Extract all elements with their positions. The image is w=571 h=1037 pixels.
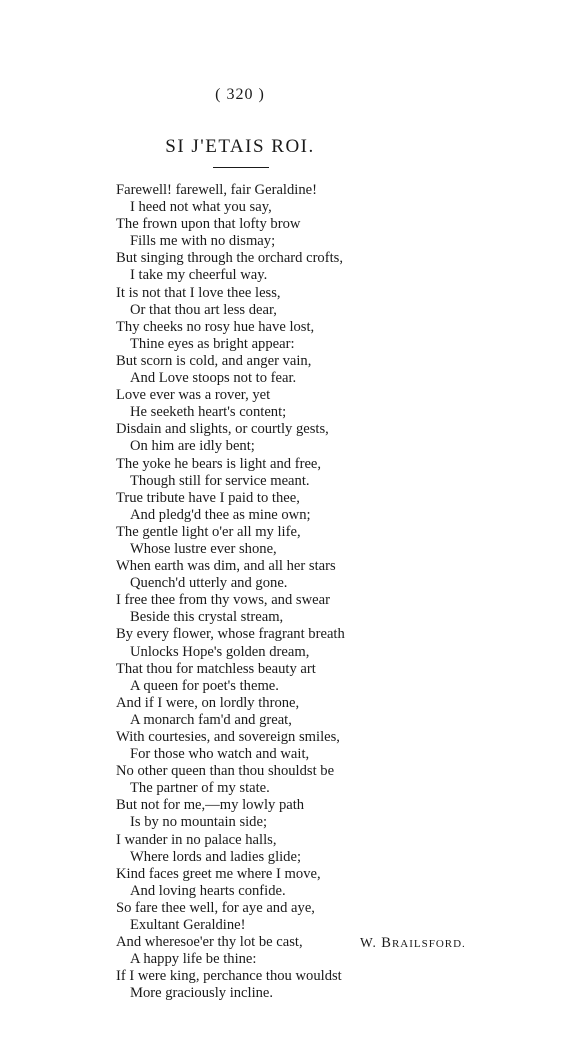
poem-line: That thou for matchless beauty art [116, 660, 316, 677]
poem-line: Thine eyes as bright appear: [130, 335, 295, 352]
poem-line: The frown upon that lofty brow [116, 216, 301, 233]
poem-line: Kind faces greet me where I move, [116, 865, 321, 882]
stanza [116, 387, 536, 490]
signature-surname-rest: RAILSFORD. [391, 938, 466, 950]
poem-line: For those who watch and wait, [130, 746, 310, 763]
stanza [116, 900, 536, 1003]
poem-line: Unlocks Hope's golden dream, [130, 643, 310, 660]
poem-line: And wheresoe'er thy lot be cast, [116, 934, 303, 951]
poem-line: A happy life be thine: [130, 951, 257, 968]
poem-line: And pledg'd thee as mine own; [130, 506, 311, 523]
poem-line: More graciously incline. [130, 985, 274, 1002]
poem-line: Though still for service meant. [130, 472, 310, 489]
poem-line: The gentle light o'er all my life, [116, 523, 301, 540]
poem-line: A monarch fam'd and great, [130, 711, 292, 728]
poem-line: The partner of my state. [130, 780, 270, 797]
poem-line: So fare thee well, for aye and aye, [116, 899, 315, 916]
poem-line: I wander in no palace halls, [116, 831, 277, 848]
poem-line: Love ever was a rover, yet [116, 387, 271, 404]
stanza [116, 490, 536, 593]
signature-surname-capital: B [381, 935, 392, 951]
poem-line: Where lords and ladies glide; [130, 848, 302, 865]
stanza [116, 285, 536, 388]
author-signature [360, 935, 466, 952]
poem-line: No other queen than thou shouldst be [116, 763, 335, 780]
page-number: ( 320 ) [215, 86, 265, 103]
stanza [116, 695, 536, 798]
poem-line: The yoke he bears is light and free, [116, 455, 322, 472]
poem-line: Whose lustre ever shone, [130, 540, 277, 557]
poem-line: By every flower, whose fragrant breath [116, 626, 345, 643]
poem-line: True tribute have I paid to thee, [116, 489, 300, 506]
signature-initial: W. [360, 935, 377, 950]
poem-line: If I were king, perchance thou wouldst [116, 968, 342, 985]
poem-line: Quench'd utterly and gone. [130, 575, 288, 592]
poem-body [116, 182, 536, 1003]
poem-line: And if I were, on lordly throne, [116, 694, 300, 711]
poem-line: And loving hearts confide. [130, 882, 286, 899]
poem-line: Thy cheeks no rosy hue have lost, [116, 318, 315, 335]
poem-line: But singing through the orchard crofts, [116, 250, 343, 267]
poem-line: Disdain and slights, or courtly gests, [116, 421, 329, 438]
poem-line: But not for me,—my lowly path [116, 797, 305, 814]
stanza [116, 182, 536, 285]
poem-line: It is not that I love thee less, [116, 284, 281, 301]
poem-line: Farewell! farewell, fair Geraldine! [116, 182, 317, 198]
poem-title: SI J'ETAIS ROI. [165, 136, 315, 157]
title-rule [213, 167, 269, 168]
stanza [116, 797, 536, 900]
poem-line: I take my cheerful way. [130, 267, 268, 284]
poem-line: I free thee from thy vows, and swear [116, 592, 330, 609]
poem-line: Or that thou art less dear, [130, 301, 277, 318]
poem-line: When earth was dim, and all her stars [116, 558, 336, 575]
poem-line: A queen for poet's theme. [130, 677, 279, 694]
poem-line: Is by no mountain side; [130, 814, 268, 831]
poem-line: With courtesies, and sovereign smiles, [116, 729, 340, 745]
poem-line: Beside this crystal stream, [130, 609, 284, 626]
poem-line: But scorn is cold, and anger vain, [116, 352, 312, 369]
stanza [116, 592, 536, 695]
poem-line: And Love stoops not to fear. [130, 370, 297, 387]
poem-line: On him are idly bent; [130, 438, 255, 455]
poem-line: I heed not what you say, [130, 199, 272, 216]
poem-line: He seeketh heart's content; [130, 404, 287, 421]
poem-line: Fills me with no dismay; [130, 233, 276, 250]
poem-line: Exultant Geraldine! [130, 917, 246, 934]
